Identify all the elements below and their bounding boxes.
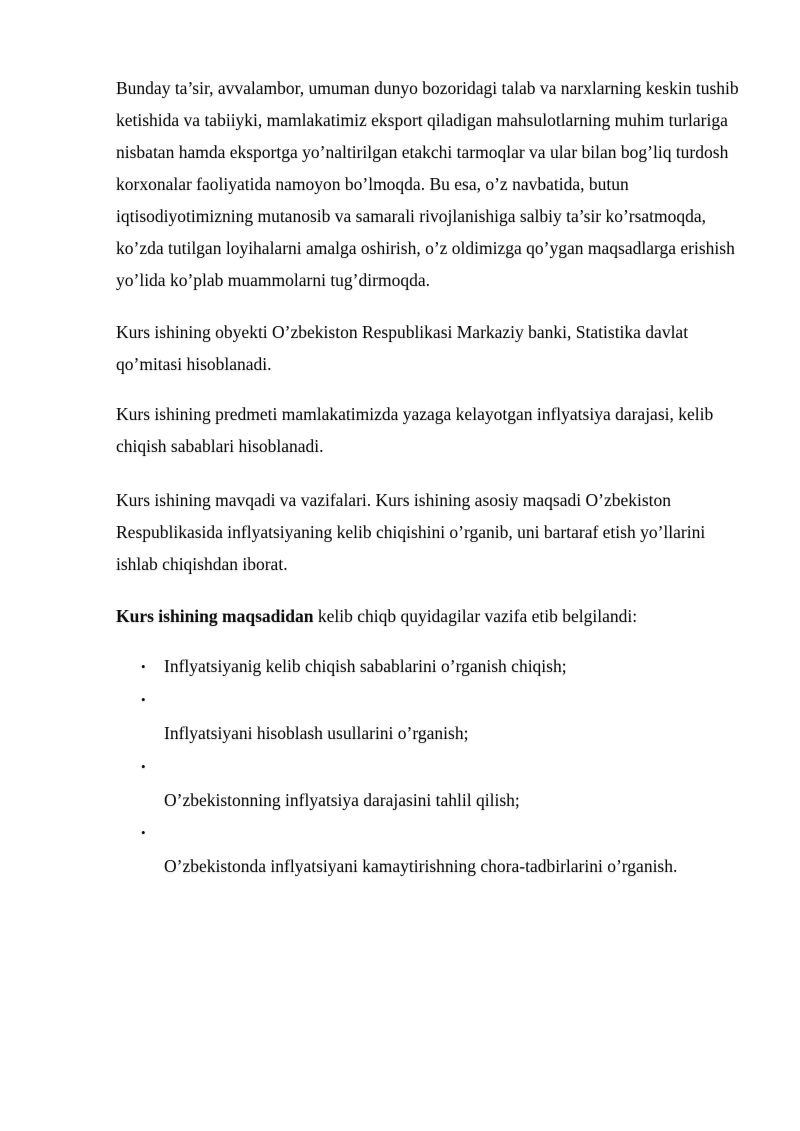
paragraph-2 [116,316,746,380]
paragraph-4-text: Kurs ishining mavqadi va vazifalari. Kurs ishining asosiy maqsadi O’zbekiston Respublikasida inflyatsiyaning kelib chiqishini o’rganib, uni bartaraf etish yo’llarini ishlab chiqishdan iborat. [116,490,706,574]
list-item-text: O’zbekistonda inflyatsiyani kamaytirishning chora-tadbirlarini o’rganish. [164,856,678,876]
paragraph-5-text [116,600,746,632]
list-item-text: O’zbekistonning inflyatsiya darajasini tahlil qilish; [164,790,520,810]
list-item-text: Inflyatsiyanig kelib chiqish sabablarini o’rganish chiqish; [164,656,567,676]
paragraph-1-text: Bunday ta’sir, avvalambor, umuman dunyo bozoridagi talab va narxlarning keskin tushib ketishida va tabiiyki, mamlakatimiz eksport qiladigan mahsulotlarning muhim turlariga nisbatan hamda eksportga yo’naltirilgan etakchi tarmoqlar va ular bilan bog’liq turdosh korxonalar faoliyatida namoyon bo’lmoqda. Bu esa, o’z navbatida, butun iqtisodiyotimizning mutanosib va samarali rivojlanishiga salbiy ta’sir ko’rsatmoqda, ko’zda tutilgan loyihalarni amalga oshirish, o’z oldimizga qo’ygan maqsadlarga erishish yo’lida ko’plab muammolarni tug’dirmoqda. [116,78,739,290]
list-item-text: Inflyatsiyani hisoblash usullarini o’rganish; [164,723,469,743]
bullet-icon: • [141,659,146,674]
paragraph-3-text: Kurs ishining predmeti mamlakatimizda yazaga kelayotgan inflyatsiya darajasi, kelib chiqish sabablari hisoblanadi. [116,404,714,456]
paragraph-1 [116,72,746,296]
paragraph-5-rest: kelib chiqb quyidagilar vazifa etib belgilandi: [313,606,638,626]
paragraph-4 [116,484,746,580]
paragraph-3 [116,398,746,462]
bullet-icon: • [141,825,146,840]
paragraph-5-bold-lead: Kurs ishining maqsadidan [116,606,314,626]
paragraph-5 [116,600,746,632]
bullet-icon: • [141,692,146,707]
bullet-icon: • [141,759,146,774]
paragraph-2-text: Kurs ishining obyekti O’zbekiston Respublikasi Markaziy banki, Statistika davlat qo’mitasi hisoblanadi. [116,322,689,374]
